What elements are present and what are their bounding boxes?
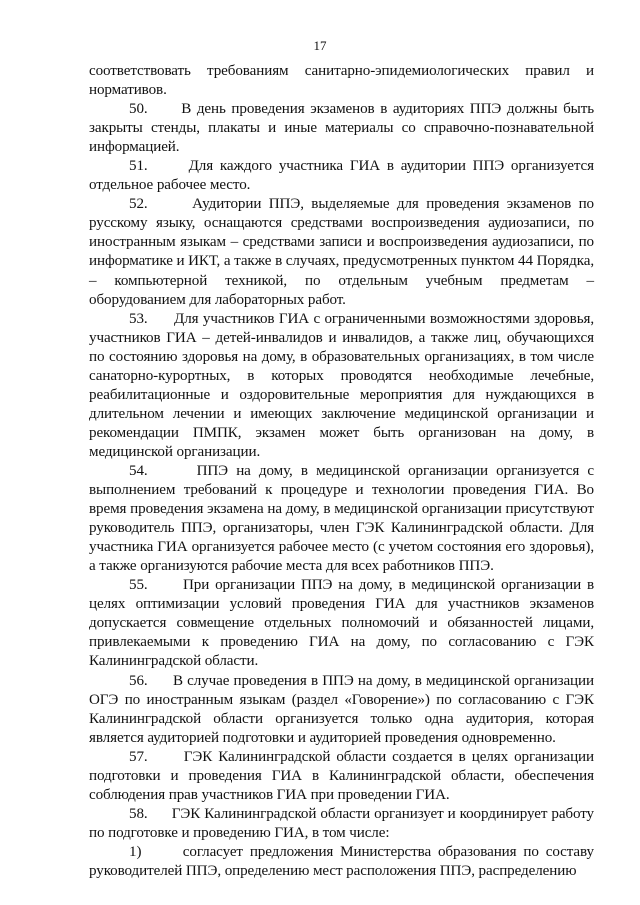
paragraph-56 — [89, 672, 594, 748]
paragraph-number: 55. — [129, 577, 148, 594]
paragraph-number: 57. — [129, 748, 148, 765]
paragraph-text: В случае проведения в ППЭ на дому, в медицинской организации ОГЭ по иностранным языкам (раздел «Говорение») по согласованию с ГЭК Калининградской области организуется только одна аудитория, которая является аудиторией подготовки и аудиторией проведения одновременно. — [89, 672, 594, 746]
paragraph-number: 52. — [129, 196, 148, 213]
paragraph-text: При организации ППЭ на дому, в медицинской организации в целях оптимизации условий проведения ГИА для участников экзаменов допускается совмещение отдельных полномочий и обязанностей лицами, привлекаемыми к проведению ГИА на дому, по согласованию с ГЭК Калининградской области. — [89, 577, 594, 670]
paragraph-text: согласует предложения Министерства образования по составу руководителей ППЭ, определению мест расположения ППЭ, распределению — [89, 843, 594, 879]
paragraph-number: 58. — [129, 805, 148, 822]
subparagraph-number: 1) — [129, 843, 142, 860]
paragraph-text: Для каждого участника ГИА в аудитории ППЭ организуется отдельное рабочее место. — [89, 158, 594, 194]
document-body — [89, 62, 594, 881]
paragraph-number: 51. — [129, 158, 148, 175]
paragraph-text: ППЭ на дому, в медицинской организации организуется с выполнением требований к процедуре и технологии проведения ГИА. Во время проведения экзамена на дому, в медицинской организации присутствуют руководитель ППЭ, организаторы, член ГЭК Калининградской области. Для участника ГИА организуется рабочее место (с учетом состояния его здоровья), а также организуются рабочие места для всех работников ППЭ. — [89, 462, 594, 575]
paragraph-number: 56. — [129, 672, 148, 689]
paragraph-51 — [89, 157, 594, 195]
paragraph-57 — [89, 748, 594, 805]
paragraph-continuation — [89, 62, 594, 100]
subparagraph-1 — [89, 843, 594, 881]
page-number: 17 — [313, 38, 327, 53]
paragraph-text: В день проведения экзаменов в аудиториях ППЭ должны быть закрыты стенды, плакаты и иные материалы со справочно-познавательной информацией. — [89, 101, 594, 156]
paragraph-52 — [89, 195, 594, 309]
paragraph-text: Для участников ГИА с ограниченными возможностями здоровья, участников ГИА – детей-инвалидов и инвалидов, а также лиц, обучающихся по состоянию здоровья на дому, в образовательных организациях, в том числе санаторно-курортных, в которых проводятся необходимые лечебные, реабилитационные и оздоровительные мероприятия для нуждающихся в длительном лечении и имеющих заключение медицинской организации и рекомендации ПМПК, экзамен может быть организован на дому, в медицинской организации. — [89, 310, 594, 460]
paragraph-text: соответствовать требованиям санитарно-эпидемиологических правил и нормативов. — [89, 63, 594, 99]
paragraph-53 — [89, 310, 594, 462]
paragraph-text: Аудитории ППЭ, выделяемые для проведения экзаменов по русскому языку, оснащаются средствами воспроизведения аудиозаписи, по иностранным языкам – средствами записи и воспроизведения аудиозаписи, по информатике и ИКТ, а также в случаях, предусмотренных пунктом 44 Порядка, – компьютерной техникой, по отдельным учебным предметам – оборудованием для лабораторных работ. — [89, 196, 595, 308]
paragraph-number: 53. — [129, 310, 148, 327]
paragraph-number: 50. — [129, 101, 148, 118]
paragraph-text: ГЭК Калининградской области организует и координирует работу по подготовке и проведению ГИА, в том числе: — [89, 805, 594, 841]
paragraph-54 — [89, 462, 594, 576]
paragraph-50 — [89, 100, 594, 157]
paragraph-55 — [89, 576, 594, 671]
paragraph-text: ГЭК Калининградской области создается в целях организации подготовки и проведения ГИА в Калининградской области, обеспечения соблюдения прав участников ГИА при проведении ГИА. — [89, 748, 594, 803]
paragraph-number: 54. — [129, 462, 148, 479]
paragraph-58 — [89, 805, 594, 843]
